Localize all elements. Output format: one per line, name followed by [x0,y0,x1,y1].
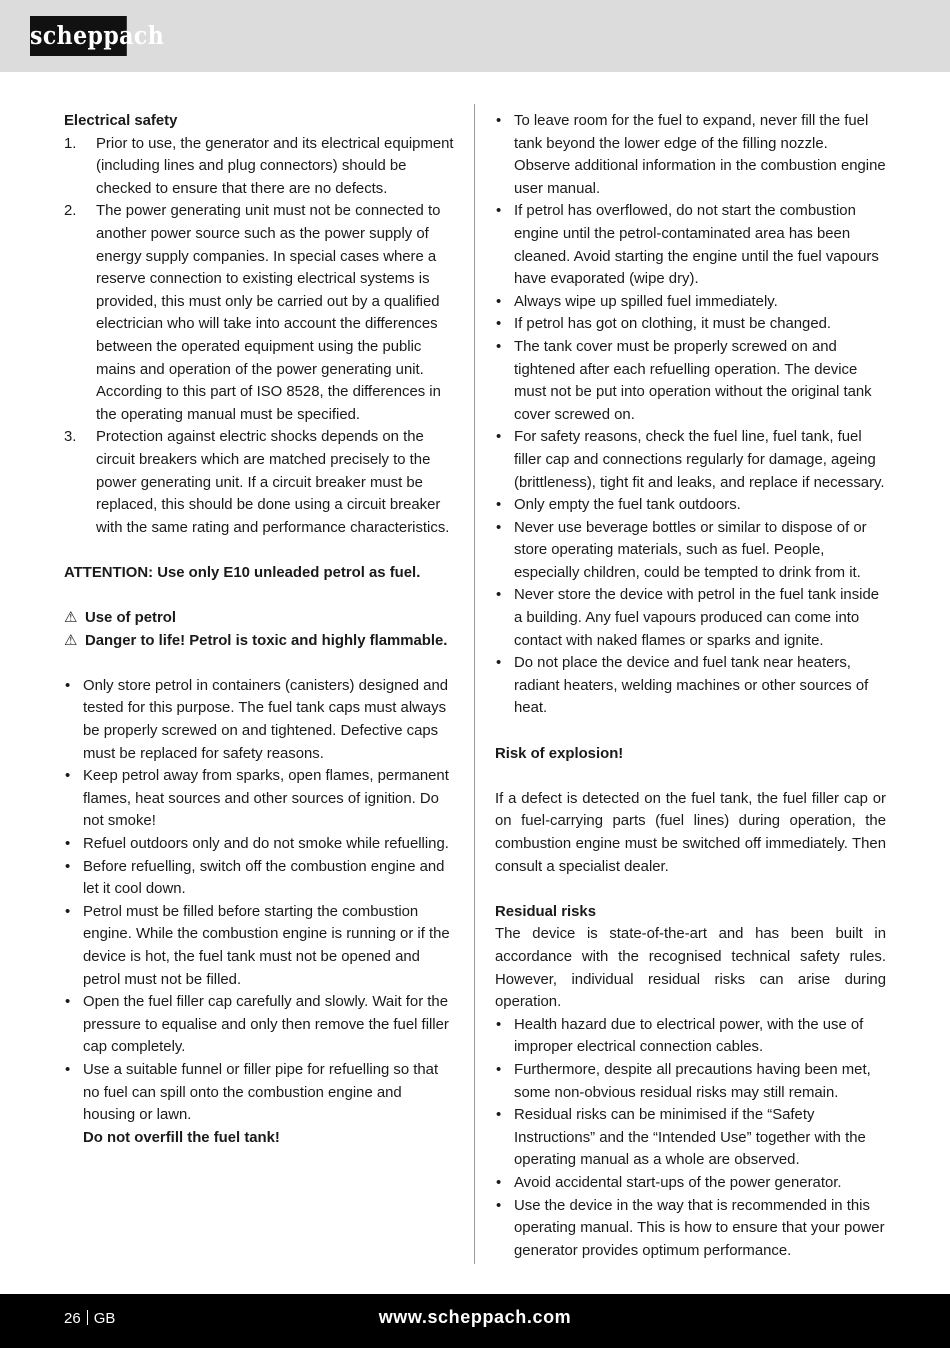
list-item: • Keep petrol away from sparks, open flames, permanent flames, heat sources and other sources of ignition. Do not smoke! [65,768,449,830]
list-item: • Only empty the fuel tank outdoors. [496,497,741,514]
list-item: • For safety reasons, check the fuel line, fuel tank, fuel filler cap and connections regularly for damage, ageing (brittleness), tight fit and leaks, and replace if necessary. [496,429,885,491]
attention-notice: ATTENTION: Use only E10 unleaded petrol as fuel. [64,564,421,581]
right-column [495,110,886,1262]
list-item: • Only store petrol in containers (canisters) designed and tested for this purpose. The fuel tank caps must always be properly screwed on and tightened. Defective caps must be replaced for safety reasons. [65,677,449,762]
residual-intro-paragraph: The device is state-of-the-art and has been built in accordance with the recognised technical safety rules. However, individual residual risks can arise during operation. [495,926,886,1011]
numbered-item: 1. Prior to use, the generator and its electrical equipment (including lines and plug connectors) should be checked to ensure that there are no defects. [64,135,454,197]
residual-risks-heading: Residual risks [495,903,596,920]
numbered-item: 3. Protection against electric shocks depends on the circuit breakers which are matched precisely to the power generating unit. If a circuit breaker must be replaced, this should be done using a circuit breaker with the same rating and performance characteristics. [64,429,450,536]
list-item: • If petrol has overflowed, do not start the combustion engine until the petrol-contaminated area has been cleaned. Avoid starting the engine until the fuel vapours have evaporated (wipe dry). [496,203,879,288]
list-item: • Never store the device with petrol in the fuel tank inside a building. Any fuel vapours produced can come into contact with naked flames or sparks and ignite. [496,587,880,649]
warning-triangle-icon: ⚠ [64,632,78,649]
list-item: • Use a suitable funnel or filler pipe for refuelling so that no fuel can spill onto the combustion engine and housing or lawn. [65,1061,439,1124]
website-url[interactable]: www.scheppach.com [378,1307,572,1327]
list-item: • Do not place the device and fuel tank near heaters, radiant heaters, welding machines or other sources of heat. [496,655,869,717]
scheppach-logo: scheppach [30,16,127,56]
list-item: • Use the device in the way that is recommended in this operating manual. This is how to ensure that your power generator provides optimum performance. [496,1197,885,1259]
list-item: • The tank cover must be properly screwed on and tightened after each refuelling operation. The device must not be put into operation without the original tank cover screwed on. [496,338,872,423]
list-item: • To leave room for the fuel to expand, never fill the fuel tank beyond the lower edge of the filling nozzle. Observe additional information in the combustion engine user manual. [496,113,886,197]
list-item: • Avoid accidental start-ups of the power generator. [496,1174,842,1191]
footer-bar [0,1294,950,1348]
list-item: • Health hazard due to electrical power, with the use of improper electrical connection cables. [496,1016,864,1056]
column-divider [474,104,475,1264]
no-overfill-notice: Do not overfill the fuel tank! [83,1129,280,1146]
explosion-paragraph: If a defect is detected on the fuel tank, the fuel filler cap or on fuel-carrying parts (fuel lines) during operation, the combustion engine must be switched off immediately. Then consult a specialist dealer. [495,790,886,875]
page-number: 26 GB [64,1310,116,1327]
list-item: • Before refuelling, switch off the combustion engine and let it cool down. [65,858,445,898]
numbered-item: 2. The power generating unit must not be connected to another power source such as the power supply of energy supply companies. In special cases where a reserve connection to existing electrical systems is provided, this must only be carried out by a qualified electrician who will take into account the differences between the operated equipment using the public mains and operation of the power generating unit. According to this part of ISO 8528, the differences in the operating manual must be specified. [64,203,441,423]
list-item: • Residual risks can be minimised if the “Safety Instructions” and the “Intended Use” together with the operating manual as a whole are observed. [496,1107,866,1169]
warning-triangle-icon: ⚠ [64,610,78,627]
danger-warning: ⚠ Danger to life! Petrol is toxic and highly flammable. [64,630,456,653]
header-band [0,0,950,72]
list-item: • Open the fuel filler cap carefully and slowly. Wait for the pressure to equalise and only then remove the fuel filler cap completely. [65,994,449,1056]
list-item: • Refuel outdoors only and do not smoke while refuelling. [65,836,449,852]
use-of-petrol-heading: ⚠ Use of petrol [64,607,456,630]
list-item: • Petrol must be filled before starting the combustion engine. While the combustion engine is running or if the device is hot, the fuel tank must not be opened and petrol must not be filled. [65,903,450,988]
list-item: • If petrol has got on clothing, it must be changed. [496,316,832,333]
list-item: • Furthermore, despite all precautions having been met, some non-obvious residual risks may still remain. [496,1061,871,1101]
risk-of-explosion-heading: Risk of explosion! [495,745,624,762]
list-item: • Always wipe up spilled fuel immediately. [496,293,778,310]
left-column [64,110,456,1149]
electrical-safety-heading: Electrical safety [64,113,178,129]
list-item: • Never use beverage bottles or similar to dispose of or store operating materials, such as fuel. People, especially children, could be tempted to drink from it. [496,519,867,581]
